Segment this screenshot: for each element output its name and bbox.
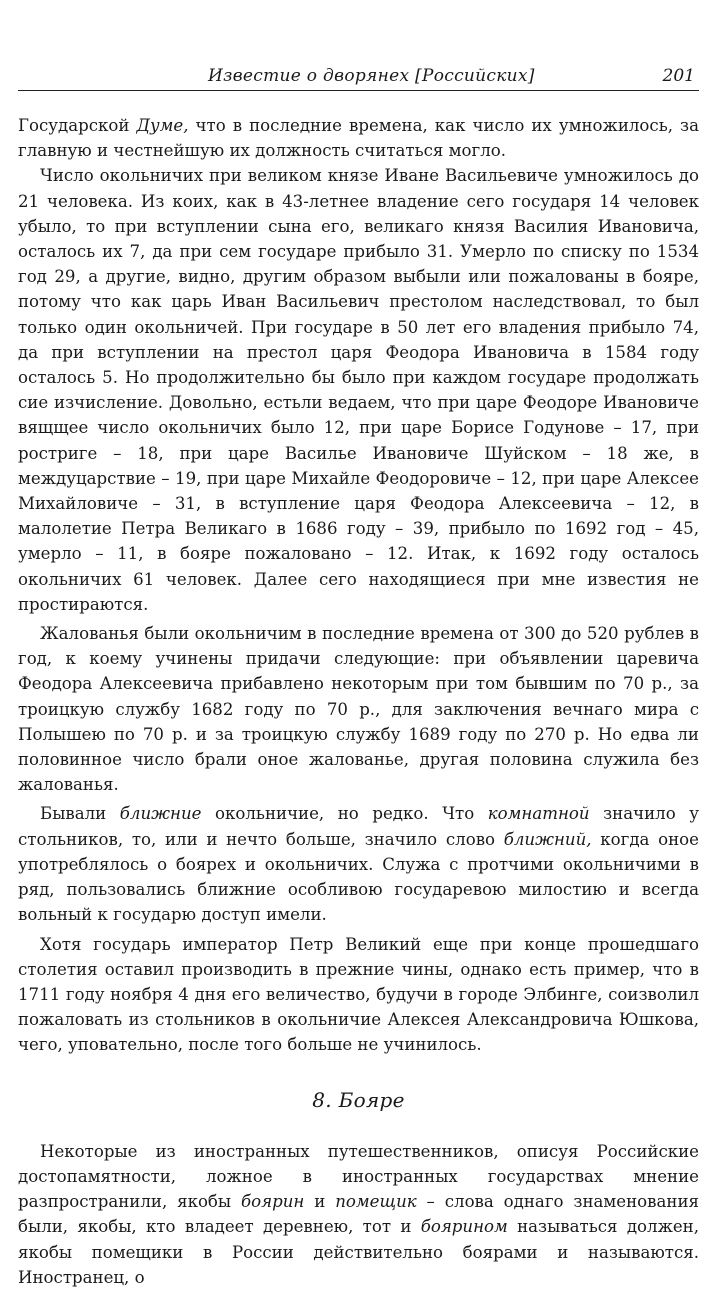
text-run: Хотя государь император Петр Великий еще при конце прошедшаго столетия оставил производить в прежние чины, однако есть пример, что в 1711 году ноября 4 дня его величество, будучи в городе Элбинге, соизволил пожаловать из стольников в окольничие Алексея Александровича Юшкова, чего, уповательно, после того больше не учинилось. (18, 934, 699, 1055)
text-run: значило у стольников, то, или и нечто больше, значило слово (18, 804, 700, 849)
text-run: называться должен, якобы помещики в России действительно боярами и называются. Иностранец, о (18, 1217, 699, 1287)
page-number: 201 (662, 66, 695, 86)
text-run: Число окольничих при великом князе Иване Васильевиче умножилось до 21 человека. Из коих, как в 43-летнее владение сего государя 14 человек убыло, то при вступлении сына его, великаго князя Василия Ивановича, осталось их 7, да при сем государе прибыло 31. Умерло по списку по 1534 год 29, а другие, видно, другим образом выбыли или пожалованы в бояре, потому что как царь Иван Васильевич престолом наследствовал, то был только один окольничей. При государе в 50 лет его владения прибыло 74, да при вступлении на престол царя Феодора Ивановича в 1584 году осталось 5. Но продолжительно бы было при каждом государе продолжать сие изчисление. Довольно, естьли ведаем, что при царе Феодоре Ивановиче вящщее число окольничих было 12, при царе Борисе Годунове – 17, при ростриге – 18, при царе Василье Ивановиче Шуйском – 18 же, в междуцарствие – 19, при царе Михайле Феодоровиче – 12, при царе Алексее Михайловиче – 31, в вступление царя Феодора Алексеевича – 12, в малолетие Петра Великаго в 1686 году – 39, прибыло по 1692 год – 45, умерло – 11, в бояре пожаловано – 12. Итак, к 1692 году осталось окольничих 61 человек. Далее сего находящиеся при мне известия не простираются. (18, 166, 699, 614)
section-heading: 8. Бояре (312, 1087, 405, 1112)
paragraph (18, 113, 699, 163)
italic-term: боярином (420, 1217, 508, 1237)
italic-term: помещик (335, 1192, 417, 1212)
text-run: – слова однаго знаменования были, якобы, кто владеет деревнею, тот и (18, 1192, 699, 1237)
paragraph (18, 163, 699, 617)
italic-term: ближний, (503, 829, 592, 849)
text-run: и (304, 1192, 336, 1212)
italic-term: боярин (241, 1192, 305, 1212)
paragraph (18, 1139, 699, 1290)
text-run: Некоторые из иностранных путешественников, описуя Российские достопамятности, ложное в иностранных государствах мнение разпространили, якобы (18, 1141, 699, 1212)
text-run: Бывали (40, 804, 120, 824)
text-run: когда оное употреблялось о боярех и окольничих. Служа с протчими окольничими в ряд, пользовались ближние особливою государевою милостию и всегда вольный к государю доступ имели. (18, 829, 699, 925)
body-text (18, 113, 699, 1290)
text-run: что в последние времена, как число их умножилось, за главную и честнейшую их должность считаться могло. (18, 116, 699, 161)
text-run: Государской (18, 116, 137, 135)
paragraph (18, 801, 699, 927)
italic-term: комнатной (487, 804, 590, 824)
text-run: Жалованья были окольничим в последние времена от 300 до 520 рублев в год, к коему учинены придачи следующие: при объявлении царевича Феодора Алексеевича прибавлено некоторым при том бывшим по 70 р., за троицкую службу 1682 году по 70 р., для заключения вечнаго мира с Полышею по 70 р. и за троицкую службу 1689 году по 270 р. Но едва ли половинное число брали оное жалованье, другая половина служила без жалованья. (18, 624, 699, 795)
text-run: окольничие, но редко. Что (201, 804, 488, 824)
italic-term: Думе, (136, 116, 189, 135)
italic-term: ближние (119, 804, 202, 824)
paragraph (18, 932, 699, 1058)
book-page (18, 62, 699, 1290)
running-title: Известие о дворянех [Российских] (208, 66, 535, 86)
paragraph (18, 621, 699, 797)
running-header (18, 62, 699, 91)
